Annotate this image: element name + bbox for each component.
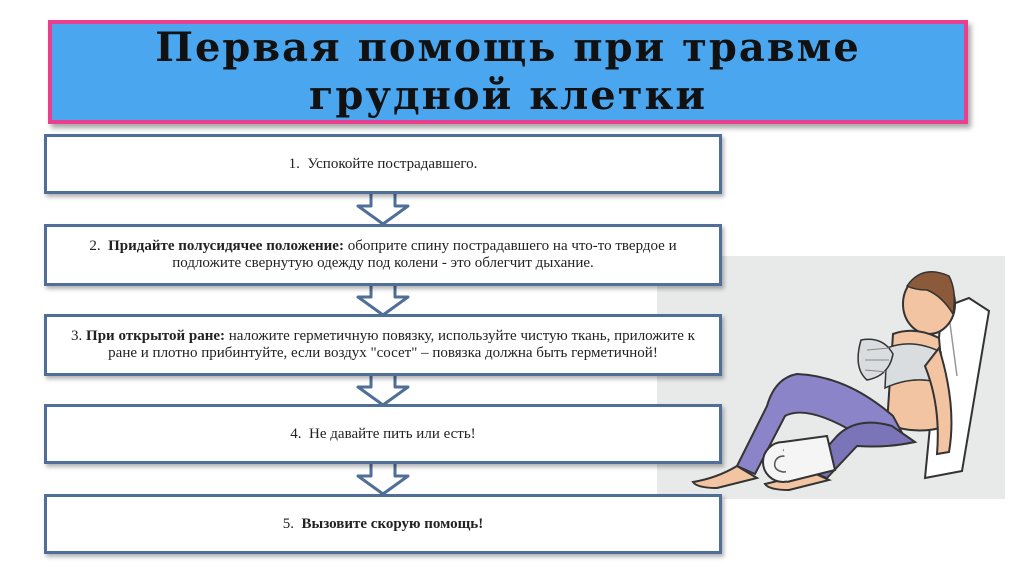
step-5-text <box>283 516 483 533</box>
step-3-number: 3. <box>71 328 83 344</box>
step-2-text <box>65 238 701 272</box>
step-3-text <box>65 328 701 362</box>
step-4-description: Не давайте пить или есть! <box>309 425 476 442</box>
step-5-number: 5. <box>282 515 294 532</box>
step-3-heading: При открытой ране: <box>86 328 226 344</box>
step-1-text <box>289 156 478 173</box>
step-3-description: наложите герметичную повязку, используйте чистую ткань, приложите к ране и плотно прибинтуйте, если воздух "сосет" – повязка должна быть герметичной! <box>108 328 695 361</box>
step-2-description: обоприте спину пострадавшего на что-то твердое и подложите свернутую одежду под колени - это облегчит дыхание. <box>172 238 677 271</box>
step-4-box <box>44 404 722 464</box>
step-1-description: Успокойте пострадавшего. <box>307 155 478 172</box>
step-3-box <box>44 314 722 376</box>
step-2-box <box>44 224 722 286</box>
arrow-down-icon <box>356 283 410 317</box>
step-2-number: 2. <box>89 238 101 254</box>
step-4-text <box>290 426 475 443</box>
step-1-number: 1. <box>288 155 300 172</box>
step-5-heading: Вызовите скорую помощь! <box>301 515 484 532</box>
arrow-down-icon <box>356 462 410 496</box>
title-banner <box>48 20 968 124</box>
step-2-heading: Придайте полусидячее положение: <box>108 238 344 254</box>
step-5-box <box>44 494 722 554</box>
arrow-down-icon <box>356 192 410 226</box>
step-1-box <box>44 134 722 194</box>
page-title: Первая помощь при травме грудной клетки <box>155 24 861 119</box>
step-4-number: 4. <box>290 425 302 442</box>
arrow-down-icon <box>356 373 410 407</box>
